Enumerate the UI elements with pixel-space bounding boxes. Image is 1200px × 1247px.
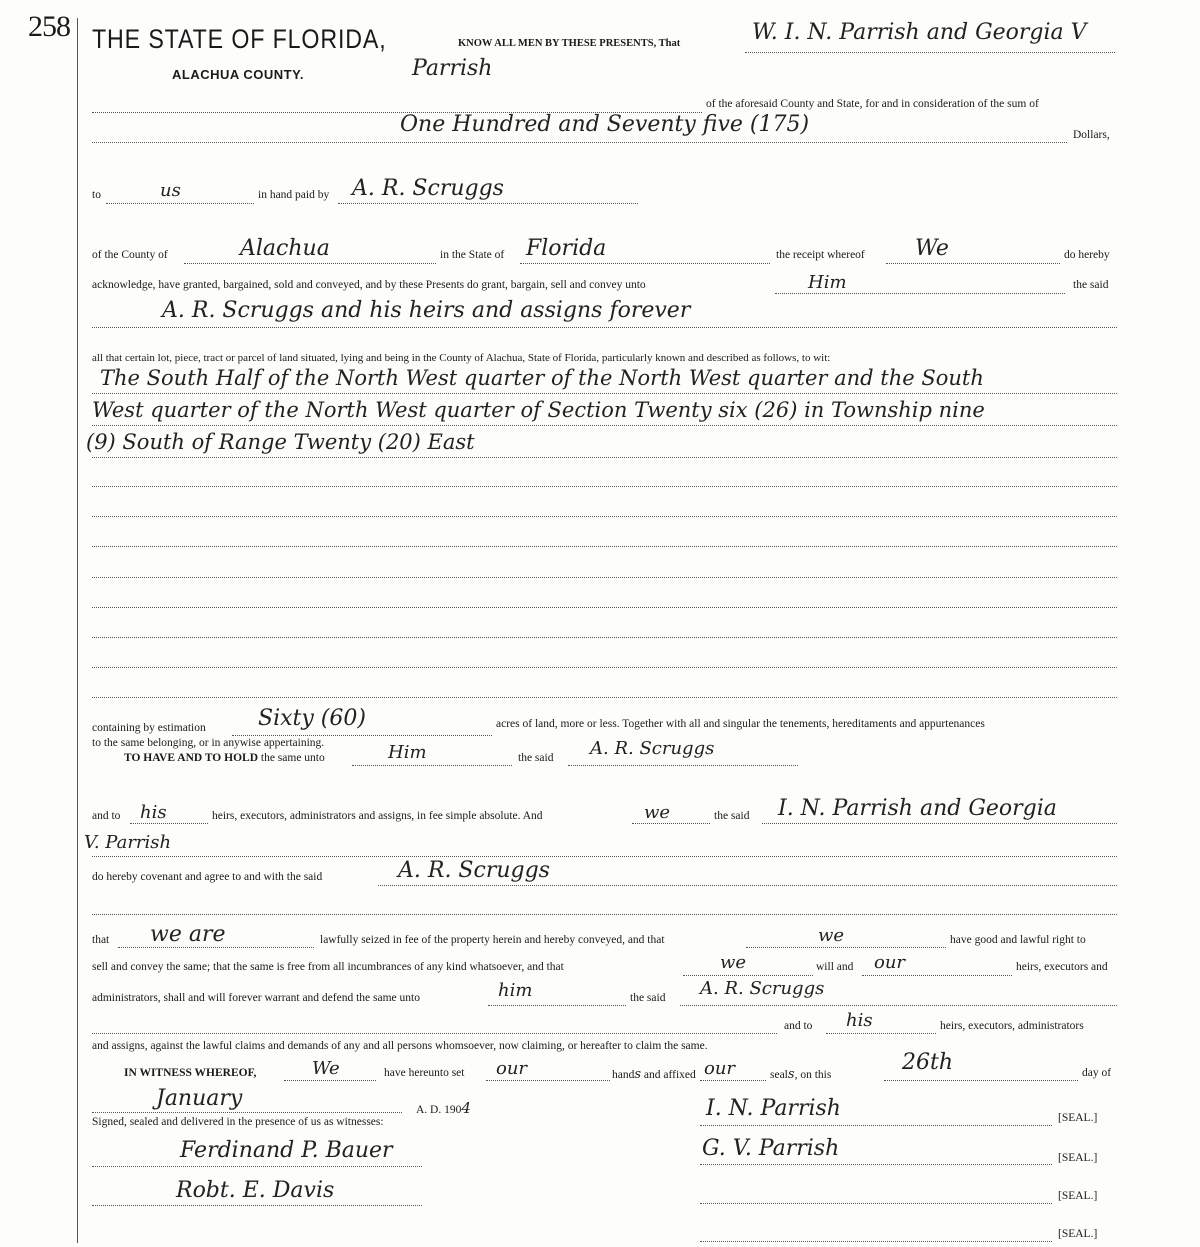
in-witness-text: IN WITNESS WHEREOF, (124, 1067, 257, 1079)
fill-line (92, 425, 1117, 426)
in-hand-paid-text: in hand paid by (258, 189, 330, 201)
witness-2-signature: Robt. E. Davis (176, 1178, 335, 1203)
fill-line (106, 203, 254, 204)
fill-line (700, 1164, 1052, 1165)
fill-line (92, 697, 1117, 698)
fill-line (130, 823, 208, 824)
our-2-handwritten: our (496, 1058, 528, 1079)
we-are-handwritten: we are (150, 922, 226, 947)
seal-s-handwritten: s (787, 1067, 795, 1082)
fill-line (378, 885, 1117, 886)
grantor-1-signature: I. N. Parrish (706, 1096, 841, 1121)
fill-line (92, 914, 1117, 915)
fill-line (862, 975, 1012, 976)
in-state-text: in the State of (440, 249, 505, 261)
to-text: to (92, 189, 101, 201)
fill-line (92, 327, 1117, 328)
lawfully-text: lawfully seized in fee of the property herein and hereby conveyed, and that (320, 934, 665, 946)
and-to-2-text: and to (784, 1020, 813, 1032)
fill-line (338, 203, 638, 204)
paid-by-handwritten: A. R. Scruggs (352, 176, 504, 201)
fill-line (745, 52, 1115, 53)
fill-line (680, 1005, 1117, 1006)
fill-line (92, 856, 1117, 857)
signed-sealed-text: Signed, sealed and delivered in the presence of us as witnesses: (92, 1116, 384, 1128)
to-have-and-hold (124, 752, 325, 764)
fill-line (92, 607, 1117, 608)
have-hereunto-text: have hereunto set (384, 1067, 465, 1079)
state-heading: THE STATE OF FLORIDA, (92, 24, 387, 54)
fill-line (700, 1203, 1052, 1204)
witness-we-handwritten: We (312, 1058, 340, 1079)
the-said-2-text: the said (518, 752, 554, 764)
fill-line (232, 735, 492, 736)
fill-line (92, 637, 1117, 638)
seal-text (770, 1067, 831, 1082)
year-digit-handwritten: 4 (461, 1099, 471, 1117)
fill-line (92, 516, 1117, 517)
acres-handwritten: Sixty (60) (258, 706, 366, 731)
fill-line (520, 263, 770, 264)
his-2-handwritten: his (846, 1010, 873, 1031)
have-good-text: have good and lawful right to (950, 934, 1086, 946)
fill-line (568, 765, 798, 766)
will-and-text: will and (816, 961, 854, 973)
that-text: that (92, 934, 110, 946)
fill-line (92, 1205, 422, 1206)
page-number: 258 (28, 10, 70, 43)
unto-handwritten: Him (808, 272, 847, 293)
day-of-text: day of (1082, 1067, 1112, 1079)
witness-1-signature: Ferdinand P. Bauer (180, 1138, 393, 1163)
fill-line (118, 947, 314, 948)
dollars-text: Dollars, (1073, 129, 1110, 141)
heirs-exec-and-text: heirs, executors and (1016, 961, 1108, 973)
county-heading: ALACHUA COUNTY. (172, 67, 304, 82)
hand-text (612, 1067, 696, 1082)
ad-text (416, 1099, 471, 1117)
same-belonging-text: to the same belonging, or in anywise appertaining. (92, 737, 325, 749)
the-said-3-text: the said (714, 810, 750, 822)
fill-line (826, 1033, 936, 1034)
hand-word: hand (612, 1069, 635, 1081)
sell-convey-text: sell and convey the same; that the same is free from all incumbrances of any kind whatsoever, and that (92, 961, 564, 973)
fill-line (886, 263, 1060, 264)
and-we-handwritten: we (644, 802, 671, 823)
fill-line (92, 1112, 402, 1113)
fill-line (92, 457, 1117, 458)
receipt-text: the receipt whereof (776, 249, 865, 261)
fill-line (184, 263, 436, 264)
covenant-with-handwritten: A. R. Scruggs (398, 858, 550, 883)
heirs-exec-admin-text: heirs, executors, administrators (940, 1020, 1084, 1032)
fill-line (632, 823, 710, 824)
fill-line (92, 546, 1117, 547)
said-3-handwritten: I. N. Parrish and Georgia (778, 796, 1057, 821)
of-county-text: of the County of (92, 249, 168, 261)
fill-line (775, 293, 1065, 294)
description-line-1: The South Half of the North West quarter of the North West quarter and the South (100, 366, 984, 390)
fill-line (284, 1080, 376, 1081)
fill-line (884, 1080, 1078, 1081)
receipt-by-handwritten: We (915, 236, 949, 261)
fill-line (352, 765, 512, 766)
description-line-2: West quarter of the North West quarter of Section Twenty six (26) in Township nine (92, 398, 985, 422)
we-2-handwritten: we (818, 925, 845, 946)
administrators-text: administrators, shall and will forever warrant and defend the same unto (92, 992, 420, 1004)
fill-line (92, 486, 1117, 487)
do-hereby-text: do hereby (1064, 249, 1110, 261)
state-handwritten: Florida (526, 236, 607, 261)
fill-line (762, 823, 1117, 824)
aforesaid-text: of the aforesaid County and State, for and in consideration of the sum of (706, 98, 1039, 110)
same-unto-text: the same unto (260, 752, 325, 764)
hand-s-handwritten: s (634, 1067, 642, 1082)
said-3b-handwritten: V. Parrish (84, 832, 172, 853)
fill-line (486, 1080, 610, 1081)
acknowledge-text: acknowledge, have granted, bargained, sold and conveyed, and by these Presents do grant, bargain, sell and convey unto (92, 279, 646, 291)
fill-line (92, 393, 1117, 394)
grantors-line-2: Parrish (412, 56, 493, 81)
and-affixed-text: and affixed (643, 1069, 696, 1081)
on-this-text: , on this (794, 1069, 832, 1081)
and-to-text: and to (92, 810, 121, 822)
fill-line (488, 1005, 626, 1006)
his-handwritten: his (140, 802, 167, 823)
grantee-handwritten: A. R. Scruggs and his heirs and assigns forever (162, 298, 691, 323)
and-assigns-text: and assigns, against the lawful claims and demands of any and all persons whomsoever, now claiming, or hereafter to claim the same. (92, 1040, 708, 1052)
seal-word: seal (770, 1069, 788, 1081)
grantors-line-1: W. I. N. Parrish and Georgia V (752, 20, 1087, 45)
the-said-text: the said (1073, 279, 1109, 291)
day-handwritten: 26th (902, 1050, 954, 1075)
containing-text: containing by estimation (92, 722, 206, 734)
covenant-text: do hereby covenant and agree to and with the said (92, 871, 323, 883)
fill-line (92, 1166, 422, 1167)
fill-line (92, 142, 1067, 143)
fill-line (700, 1125, 1052, 1126)
to-have-bold: TO HAVE AND TO HOLD (124, 752, 258, 764)
left-margin-rule (77, 18, 78, 1243)
county-handwritten: Alachua (240, 236, 330, 261)
seal-mark-2: [SEAL.] (1058, 1152, 1098, 1164)
seal-mark-3: [SEAL.] (1058, 1190, 1098, 1202)
said-2-handwritten: A. R. Scruggs (590, 738, 715, 759)
the-said-4-text: the said (630, 992, 666, 1004)
fill-line (746, 947, 946, 948)
we-3-handwritten: we (720, 952, 747, 973)
seal-mark-4: [SEAL.] (1058, 1228, 1098, 1240)
ad-word: A. D. 190 (416, 1104, 462, 1116)
fill-line (92, 577, 1117, 578)
description-line-3: (9) South of Range Twenty (20) East (86, 430, 475, 454)
said-4-handwritten: A. R. Scruggs (700, 978, 825, 999)
month-handwritten: January (156, 1086, 243, 1111)
fill-line (92, 1033, 777, 1034)
to-whom-handwritten: us (160, 180, 181, 201)
our-3-handwritten: our (704, 1058, 736, 1079)
heirs-exec-text: heirs, executors, administrators and assigns, in fee simple absolute. And (212, 810, 543, 822)
fill-line (700, 1080, 766, 1081)
our-handwritten: our (874, 952, 906, 973)
know-all-men-text: KNOW ALL MEN BY THESE PRESENTS, That (458, 38, 681, 49)
unto-2-handwritten: Him (388, 742, 427, 763)
all-that-text: all that certain lot, piece, tract or parcel of land situated, lying and being in the County of Alachua, State of Florida, particularly known and described as follows, to wit: (92, 352, 831, 364)
acres-text: acres of land, more or less. Together with all and singular the tenements, hereditaments and appurtenances (496, 718, 985, 730)
fill-line (683, 975, 813, 976)
seal-mark-1: [SEAL.] (1058, 1112, 1098, 1124)
him-3-handwritten: him (498, 980, 533, 1001)
grantor-2-signature: G. V. Parrish (702, 1136, 840, 1161)
amount-handwritten: One Hundred and Seventy five (175) (400, 112, 810, 137)
fill-line (700, 1241, 1052, 1242)
fill-line (92, 667, 1117, 668)
